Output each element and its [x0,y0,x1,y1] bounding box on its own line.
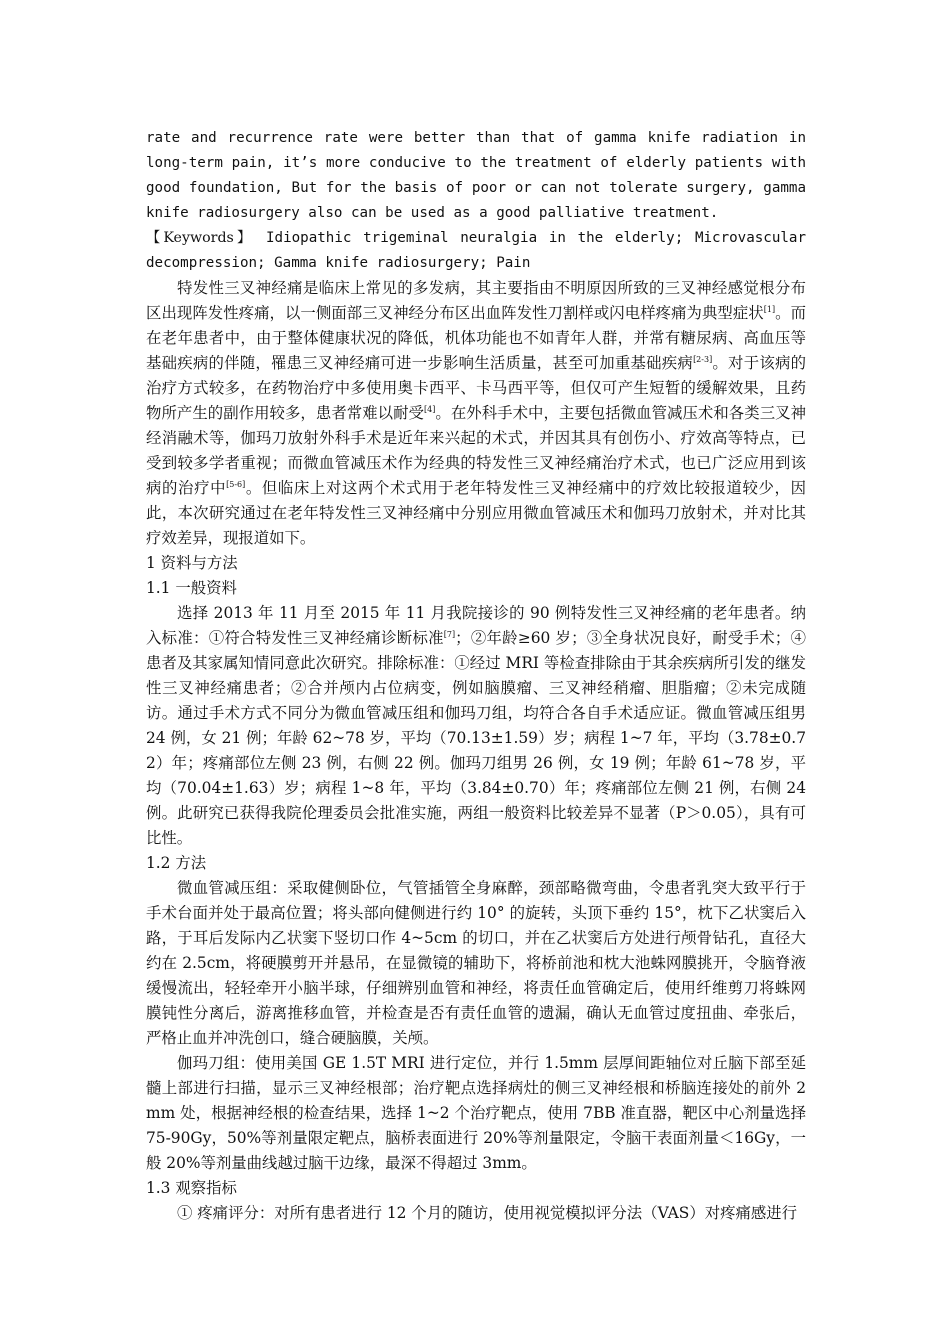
abstract-line: good foundation, But for the basis of poor or can not tolerate surgery, gamma [146,180,806,196]
abstract-line: rate and recurrence rate were better than that of gamma knife radiation in [146,130,806,146]
citation: [2-3] [693,355,713,364]
mvd-method-paragraph: 微血管减压组：采取健侧卧位，气管插管全身麻醉，颈部略微弯曲，令患者乳突大致平行于手术台面并处于最高位置；将头部向健侧进行约 10° 的旋转，头顶下垂约 15°，枕下乙状窦后入路，于耳后发际内乙状窦下竖切口作 4~5cm 的切口，并在乙状窦后方处进行颅骨钻孔，直径大约在 2.5cm，将硬膜剪开并悬吊，在显微镜的辅助下，将桥前池和枕大池蛛网膜挑开，令脑脊液缓慢流出，轻轻牵开小脑半球，仔细辨别血管和神经，将责任血管确定后，使用纤维剪刀将蛛网膜钝性分离后，游离推移血管，并检查是否有责任血管的遗漏，确认无血管过度扭曲、牵张后，严格止血并冲洗创口，缝合硬脑膜，关颅。 [146,879,806,1047]
paragraph-text: 选择 2013 年 11 月至 2015 年 11 月我院接诊的 90 例特发性三叉神经痛的老年患者。纳入标准：①符合特发性三叉神经痛诊断标准 [146,604,806,647]
keywords-text: Idiopathic trigeminal neuralgia in the elderly; Microvascular [266,230,806,246]
section-heading-1-2: 1.2 方法 [146,854,207,872]
abstract-line: long-term pain, it’s more conducive to the treatment of elderly patients with [146,155,806,171]
abstract-line: knife radiosurgery also can be used as a good palliative treatment. [146,205,719,221]
intro-text: 。但临床上对这两个术式用于老年特发性三叉神经痛中的疗效比较报道较少，因此，本次研究通过在老年特发性三叉神经痛中分别应用微血管减压术和伽玛刀放射术，并对比其疗效差异，现报道如下。 [146,479,806,547]
citation: [5-6] [226,480,246,489]
english-abstract [146,126,806,276]
citation: [7] [443,630,456,639]
section-heading-1-1: 1.1 一般资料 [146,579,237,597]
keywords-label: 【Keywords】 [146,230,255,246]
intro-text: 。而在老年患者中，由于整体健康状况的降低，机体功能也不如青年人群，并常有糖尿病、高血压等基础疾病的伴随，罹患三叉神经痛可进一步影响生活质量，甚至可加重基础疾病 [146,304,806,372]
intro-text: 。对于该病的治疗方式较多，在药物治疗中多使用奥卡西平、卡马西平等，但仅可产生短暂的缓解效果，且药物所产生的副作用较多，患者常难以耐受 [146,354,806,422]
section-heading-1-3: 1.3 观察指标 [146,1179,237,1197]
citation: [1] [763,305,776,314]
paragraph-text: ；②年龄≥60 岁；③全身状况良好，耐受手术；④患者及其家属知情同意此次研究。排除标准：①经过 MRI 等检查排除由于其余疾病所引发的继发性三叉神经痛患者；②合并颅内占位病变，例如脑膜瘤、三叉神经稍瘤、胆脂瘤；②未完成随访。通过手术方式不同分为微血管减压组和伽玛刀组，均符合各自手术适应证。微血管减压组男 24 例，女 21 例；年龄 62~78 岁，平均（70.13±1.59）岁；病程 1~7 年，平均（3.78±0.72）年；疼痛部位左侧 23 例，右侧 22 例。伽玛刀组男 26 例，女 19 例；年龄 61~78 岁，平均（70.04±1.63）岁；病程 1~8 年，平均（3.84±0.70）年；疼痛部位左侧 21 例，右侧 24 例。此研究已获得我院伦理委员会批准实施，两组一般资料比较差异不显著（P＞0.05），具有可比性。 [146,629,806,847]
keywords-line [146,226,806,251]
intro-text: 特发性三叉神经痛是临床上常见的多发病，其主要指由不明原因所致的三叉神经感觉根分布区出现阵发性疼痛，以一侧面部三叉神经分布区出血阵发性刀割样或闪电样疼痛为典型症状 [146,279,806,322]
page-body [146,126,806,1226]
gamma-knife-method-paragraph: 伽玛刀组：使用美国 GE 1.5T MRI 进行定位，并行 1.5mm 层厚间距轴位对丘脑下部至延髓上部进行扫描，显示三叉神经根部；治疗靶点选择病灶的侧三叉神经根和桥脑连接处的前外 2 mm 处，根据神经根的检查结果，选择 1~2 个治疗靶点，使用 7BB 准直器，靶区中心剂量选择 75-90Gy，50%等剂量限定靶点，脑桥表面进行 20%等剂量限定，令脑干表面剂量＜16Gy，一般 20%等剂量曲线越过脑干边缘，最深不得超过 3mm。 [146,1054,806,1172]
observation-paragraph: ① 疼痛评分：对所有患者进行 12 个月的随访，使用视觉模拟评分法（VAS）对疼痛感进行 [177,1204,798,1222]
general-data-paragraph [146,601,806,851]
section-heading-1: 1 资料与方法 [146,554,238,572]
citation: [4] [423,405,436,414]
keywords-line: decompression; Gamma knife radiosurgery; Pain [146,255,531,271]
intro-text: 。在外科手术中，主要包括微血管减压术和各类三叉神经消融术等，伽玛刀放射外科手术是近年来兴起的术式，并因其具有创伤小、疗效高等特点，已受到较多学者重视；而微血管减压术作为经典的特发性三叉神经痛治疗术式，也已广泛应用到该病的治疗中 [146,404,806,497]
intro-paragraph [146,276,806,551]
